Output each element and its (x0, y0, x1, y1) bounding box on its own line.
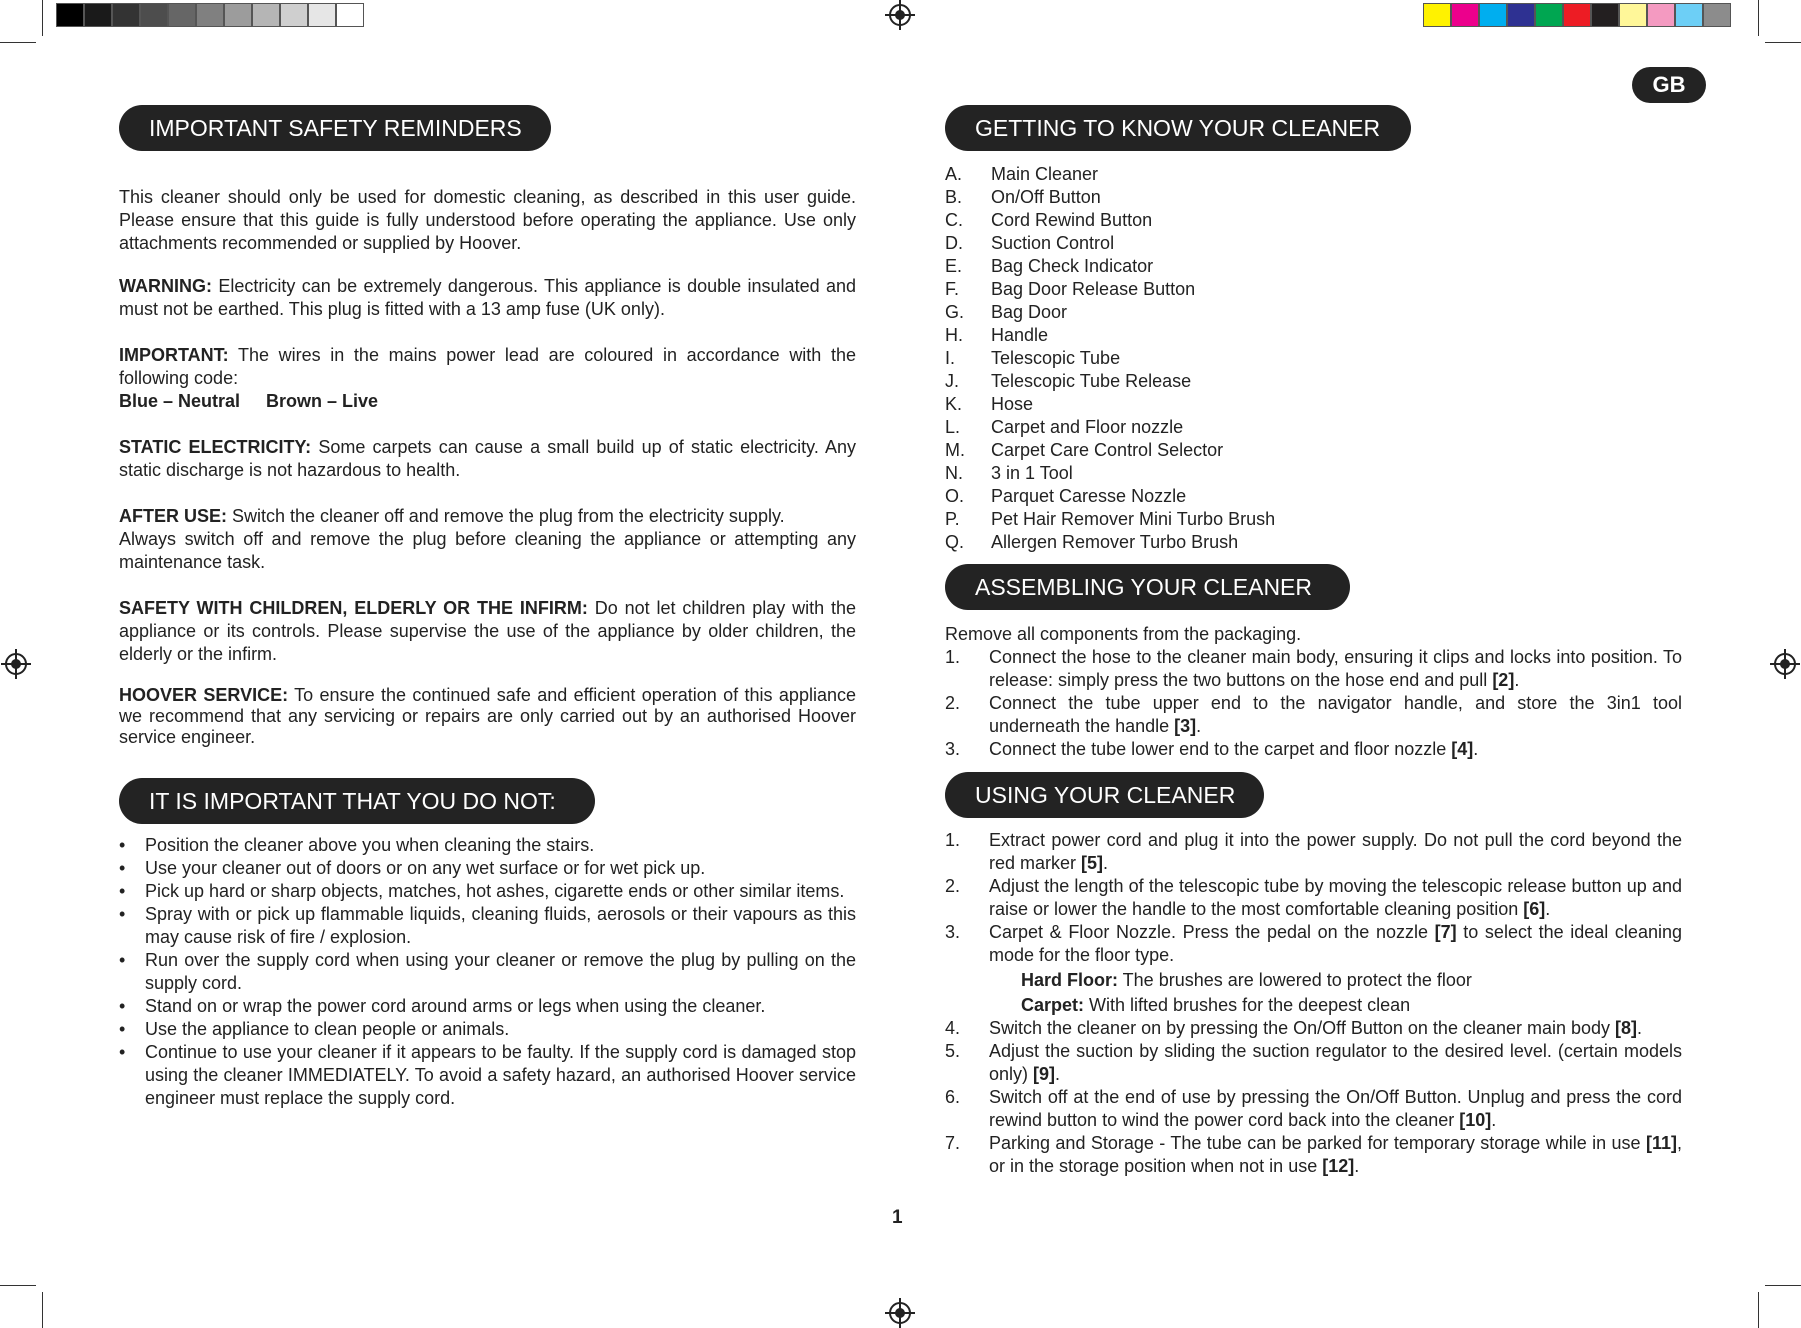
figure-ref: [3] (1174, 716, 1197, 736)
children-text: Do not let children play with the appliance or its controls. Please supervise the use of the appliance by older children, the elderly or the infirm. (119, 598, 856, 664)
part-name: Bag Door Release Button (991, 279, 1196, 299)
step-punct: . (1196, 716, 1202, 736)
part-item (945, 255, 1505, 278)
hard-floor-note (945, 969, 1682, 992)
step-text: Adjust the length of the telescopic tube by moving the telescopic release button up and raise or lower the handle to the most comfortable cleaning position (989, 876, 1682, 919)
part-item (945, 370, 1505, 393)
hard-floor-text: The brushes are lowered to protect the floor (1118, 970, 1472, 990)
calibration-swatch (112, 3, 140, 27)
part-name: Main Cleaner (991, 164, 1099, 184)
service-label: HOOVER SERVICE: (119, 685, 289, 705)
do-not-item: • Spray with or pick up flammable liquids, cleaning fluids, aerosols or their vapours as this may cause risk of fire / explosion. (119, 903, 856, 949)
step-item (945, 738, 1682, 761)
part-name: Telescopic Tube Release (991, 371, 1192, 391)
step-number: 5. (945, 1041, 961, 1061)
step-text: Carpet & Floor Nozzle. Press the pedal on the nozzle (989, 922, 1435, 942)
part-name: Carpet and Floor nozzle (991, 417, 1184, 437)
step-text: Parking and Storage - The tube can be parked for temporary storage while in use (989, 1133, 1646, 1153)
crop-mark (42, 1292, 43, 1328)
warning-label: WARNING: (119, 276, 212, 296)
do-not-item: • Position the cleaner above you when cleaning the stairs. (119, 834, 856, 857)
figure-ref: [7] (1434, 922, 1457, 942)
calibration-swatch (224, 3, 252, 27)
step-item (945, 1040, 1682, 1086)
after-use-text: Switch the cleaner off and remove the plug from the electricity supply. (227, 506, 785, 526)
step-punct: . (1473, 739, 1479, 759)
part-letter: G. (945, 302, 965, 322)
step-punct: . (1103, 853, 1109, 873)
registration-mark-icon (889, 4, 911, 26)
assembling-section (945, 623, 1682, 761)
assembling-intro: Remove all components from the packaging. (945, 624, 1302, 644)
calibration-swatch (1563, 3, 1591, 27)
part-letter: L. (945, 417, 961, 437)
figure-ref: [5] (1081, 853, 1104, 873)
important-label: IMPORTANT: (119, 345, 229, 365)
figure-ref: [9] (1033, 1064, 1056, 1084)
do-not-item: • Use the appliance to clean people or animals. (119, 1018, 856, 1041)
part-letter: I. (945, 348, 956, 368)
part-name: Bag Check Indicator (991, 256, 1154, 276)
figure-ref: [12] (1322, 1156, 1355, 1176)
step-number: 1. (945, 647, 961, 667)
step-text: Connect the hose to the cleaner main body, ensuring it clips and locks into position. To release: simply press the two buttons on the hose end and pull (989, 647, 1682, 690)
part-letter: E. (945, 256, 963, 276)
part-item (945, 209, 1505, 232)
part-letter: O. (945, 486, 965, 506)
section-heading-assembling: ASSEMBLING YOUR CLEANER (945, 564, 1350, 610)
step-item (945, 829, 1682, 875)
calibration-swatch (140, 3, 168, 27)
step-text: Extract power cord and plug it into the power supply. Do not pull the cord beyond the red marker (989, 830, 1682, 873)
part-letter: Q. (945, 532, 965, 552)
do-not-item: • Run over the supply cord when using your cleaner or remove the plug by pulling on the supply cord. (119, 949, 856, 995)
step-punct: . (1637, 1018, 1643, 1038)
step-number: 3. (945, 739, 961, 759)
calibration-swatch (56, 3, 84, 27)
part-item (945, 531, 1505, 554)
part-item (945, 393, 1505, 416)
after-use-label: AFTER USE: (119, 506, 227, 526)
static-paragraph (119, 436, 856, 482)
static-text: Some carpets can cause a small build up of static electricity. Any static discharge is not hazardous to health. (119, 437, 857, 480)
part-item (945, 439, 1505, 462)
crop-mark (0, 42, 36, 43)
hard-floor-label: Hard Floor: (1021, 970, 1118, 990)
part-item (945, 462, 1505, 485)
crop-mark (1758, 0, 1759, 36)
calibration-swatch (1423, 3, 1451, 27)
children-paragraph (119, 597, 856, 666)
calibration-swatch (336, 3, 364, 27)
step-number: 1. (945, 830, 961, 850)
using-section (945, 829, 1682, 1178)
step-number: 3. (945, 922, 961, 942)
part-item (945, 416, 1505, 439)
wire-code-brown: Brown – Live (266, 391, 379, 411)
after-use-text-2: Always switch off and remove the plug before cleaning the appliance or attempting any maintenance task. (119, 529, 856, 572)
part-name: Carpet Care Control Selector (991, 440, 1224, 460)
calibration-swatch (1619, 3, 1647, 27)
using-steps-continued (945, 1017, 1682, 1178)
part-letter: M. (945, 440, 965, 460)
after-use-paragraph (119, 505, 856, 574)
crop-mark (1765, 1285, 1801, 1286)
part-name: Handle (991, 325, 1049, 345)
calibration-swatch (1647, 3, 1675, 27)
using-steps (945, 829, 1682, 967)
step-punct: , or in the storage position when not in use (989, 1133, 1682, 1176)
calibration-swatch (1703, 3, 1731, 27)
children-label: SAFETY WITH CHILDREN, ELDERLY OR THE INFIRM: (119, 598, 588, 618)
part-name: Hose (991, 394, 1034, 414)
figure-ref: [2] (1492, 670, 1515, 690)
step-text: Switch the cleaner on by pressing the On/Off Button on the cleaner main body (989, 1018, 1616, 1038)
calibration-swatch (1675, 3, 1703, 27)
part-item (945, 485, 1505, 508)
part-letter: D. (945, 233, 963, 253)
step-item (945, 1017, 1682, 1040)
parts-list (945, 163, 1505, 554)
step-text: Switch off at the end of use by pressing the On/Off Button. Unplug and press the cord rewind button to wind the power cord back into the cleaner (989, 1087, 1682, 1130)
figure-ref: [6] (1523, 899, 1546, 919)
part-name: Allergen Remover Turbo Brush (991, 532, 1239, 552)
warning-text: Electricity can be extremely dangerous. This appliance is double insulated and must not be earthed. This plug is fitted with a 13 amp fuse (UK only). (119, 276, 856, 319)
part-name: Suction Control (991, 233, 1115, 253)
crop-mark (42, 0, 43, 36)
do-not-item: • Use your cleaner out of doors or on any wet surface or for wet pick up. (119, 857, 856, 880)
step-number: 7. (945, 1133, 961, 1153)
step-punct: . (1491, 1110, 1497, 1130)
step-text: Connect the tube upper end to the navigator handle, and store the 3in1 tool underneath the handle (989, 693, 1682, 736)
part-letter: P. (945, 509, 960, 529)
section-heading-using: USING YOUR CLEANER (945, 772, 1264, 818)
wire-code-blue: Blue – Neutral (119, 391, 241, 411)
important-paragraph (119, 344, 856, 413)
part-letter: K. (945, 394, 963, 414)
carpet-text: With lifted brushes for the deepest clean (1084, 995, 1411, 1015)
step-text: Adjust the suction by sliding the suction regulator to the desired level. (certain models only) (989, 1041, 1682, 1084)
figure-ref: [4] (1451, 739, 1474, 759)
step-item (945, 875, 1682, 921)
part-letter: C. (945, 210, 963, 230)
part-item (945, 232, 1505, 255)
step-number: 2. (945, 693, 961, 713)
part-letter: F. (945, 279, 960, 299)
crop-mark (0, 1285, 36, 1286)
part-name: Parquet Caresse Nozzle (991, 486, 1187, 506)
service-text: To ensure the continued safe and efficient operation of this appliance we recommend that any servicing or repairs are only carried out by an authorised Hoover service engineer. (119, 685, 856, 747)
calibration-swatch (1591, 3, 1619, 27)
part-name: 3 in 1 Tool (991, 463, 1073, 483)
calibration-swatch (1535, 3, 1563, 27)
do-not-list (119, 834, 856, 1110)
part-item (945, 301, 1505, 324)
step-item (945, 646, 1682, 692)
calibration-swatch (308, 3, 336, 27)
part-item (945, 508, 1505, 531)
step-item (945, 921, 1682, 967)
warning-paragraph (119, 275, 856, 321)
part-item (945, 163, 1505, 186)
step-number: 2. (945, 876, 961, 896)
carpet-note (945, 994, 1682, 1017)
part-letter: J. (945, 371, 960, 391)
section-heading-do-not: IT IS IMPORTANT THAT YOU DO NOT: (119, 778, 595, 824)
part-letter: A. (945, 164, 963, 184)
step-punct: . (1055, 1064, 1061, 1084)
calibration-swatch (84, 3, 112, 27)
part-letter: H. (945, 325, 963, 345)
important-text: The wires in the mains power lead are coloured in accordance with the following code: (119, 345, 856, 388)
figure-ref: [8] (1615, 1018, 1638, 1038)
figure-ref: [10] (1459, 1110, 1492, 1130)
step-punct: to select the ideal cleaning mode for the floor type. (989, 922, 1682, 965)
calibration-swatch (1451, 3, 1479, 27)
figure-ref: [11] (1645, 1133, 1677, 1153)
calibration-swatch (1479, 3, 1507, 27)
assembling-steps (945, 646, 1682, 761)
step-punct: . (1514, 670, 1520, 690)
do-not-item: • Pick up hard or sharp objects, matches, hot ashes, cigarette ends or other similar items. (119, 880, 856, 903)
part-letter: B. (945, 187, 963, 207)
step-punct: . (1354, 1156, 1360, 1176)
part-item (945, 278, 1505, 301)
crop-mark (1765, 42, 1801, 43)
calibration-swatch (1507, 3, 1535, 27)
step-punct: . (1545, 899, 1551, 919)
part-letter: N. (945, 463, 963, 483)
part-name: Bag Door (991, 302, 1068, 322)
calibration-swatch (168, 3, 196, 27)
page-number: 1 (892, 1207, 903, 1228)
part-name: Telescopic Tube (991, 348, 1121, 368)
part-item (945, 324, 1505, 347)
step-item (945, 1132, 1682, 1178)
safety-intro: This cleaner should only be used for domestic cleaning, as described in this user guide. Please ensure that this guide is fully understood before operating the appliance. Use only attachments recommended or supplied by Hoover. (119, 187, 856, 253)
language-badge: GB (1632, 67, 1706, 103)
static-label: STATIC ELECTRICITY: (119, 437, 312, 457)
step-item (945, 1086, 1682, 1132)
part-name: Pet Hair Remover Mini Turbo Brush (991, 509, 1276, 529)
do-not-item: • Stand on or wrap the power cord around arms or legs when using the cleaner. (119, 995, 856, 1018)
calibration-swatch (196, 3, 224, 27)
part-name: Cord Rewind Button (991, 210, 1153, 230)
service-paragraph (119, 685, 856, 748)
registration-mark-icon (889, 1302, 911, 1324)
step-text: Connect the tube lower end to the carpet and floor nozzle (989, 739, 1452, 759)
section-heading-getting-to-know: GETTING TO KNOW YOUR CLEANER (945, 105, 1411, 151)
carpet-label: Carpet: (1021, 995, 1085, 1015)
part-item (945, 347, 1505, 370)
section-heading-safety: IMPORTANT SAFETY REMINDERS (119, 105, 551, 151)
registration-mark-icon (1774, 653, 1796, 675)
step-number: 6. (945, 1087, 961, 1107)
calibration-swatch (280, 3, 308, 27)
step-item (945, 692, 1682, 738)
calibration-swatch (252, 3, 280, 27)
part-item (945, 186, 1505, 209)
step-number: 4. (945, 1018, 961, 1038)
part-name: On/Off Button (991, 187, 1101, 207)
registration-mark-icon (5, 653, 27, 675)
crop-mark (1758, 1292, 1759, 1328)
do-not-item: • Continue to use your cleaner if it appears to be faulty. If the supply cord is damaged stop using the cleaner IMMEDIATELY. To avoid a safety hazard, an authorised Hoover service engineer must replace the supply cord. (119, 1041, 856, 1110)
